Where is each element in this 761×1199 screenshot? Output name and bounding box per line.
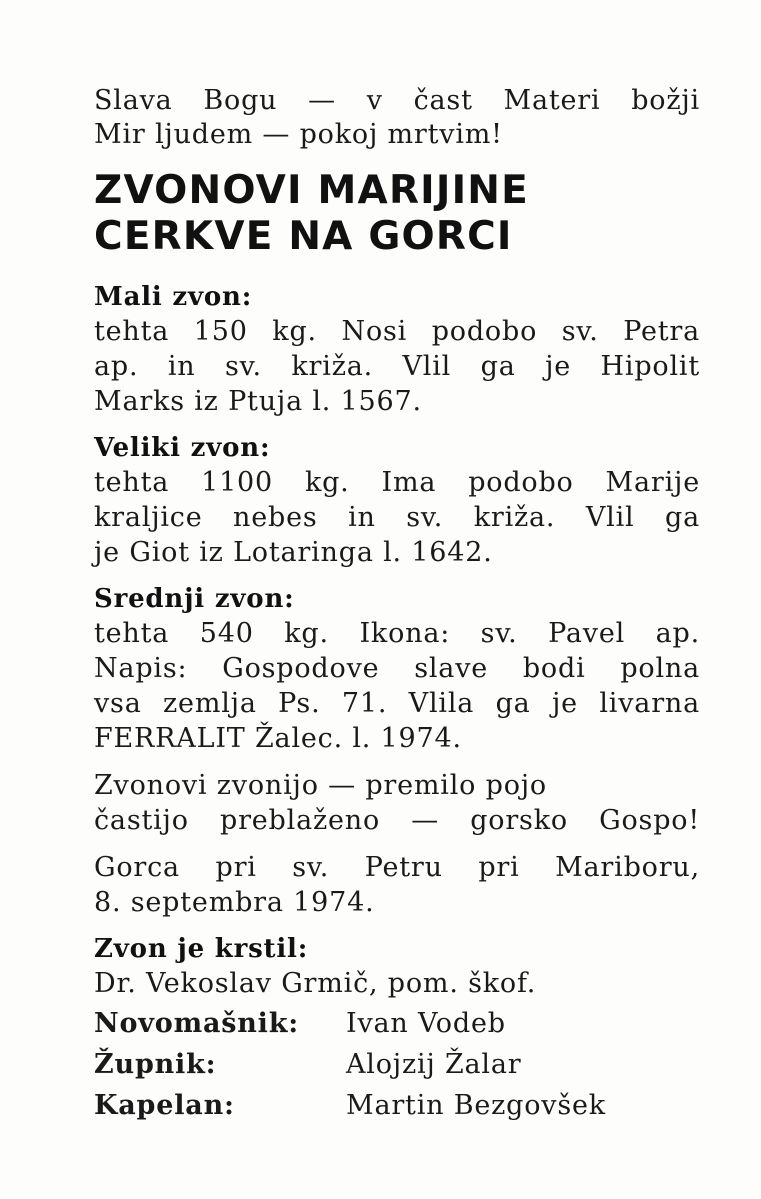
list-item (94, 1085, 700, 1126)
motto-line-2: Mir ljudem — pokoj mrtvim! (94, 119, 503, 150)
role-title: Novomašnik: (94, 1008, 300, 1039)
list-item (94, 1044, 700, 1085)
bell-section-small (94, 280, 700, 419)
role-title: Župnik: (94, 1049, 217, 1080)
verse-line-1: Zvonovi zvonijo — premilo pojo (94, 770, 547, 801)
baptism (94, 932, 700, 1001)
role-title: Kapelan: (94, 1090, 235, 1121)
motto (94, 84, 700, 152)
bell-section-large (94, 431, 700, 570)
bell-text-line: je Giot iz Lotaringa l. 1642. (94, 537, 493, 568)
bell-text-line: tehta 150 kg. Nosi podobo sv. Petra (94, 316, 700, 347)
verse (94, 768, 700, 838)
bell-text-line: tehta 1100 kg. Ima podobo Marije (94, 467, 700, 498)
bell-heading: Veliki zvon: (94, 433, 271, 463)
place-date (94, 850, 700, 920)
bell-text-line: ap. in sv. križa. Vlil ga je Hipolit (94, 351, 700, 382)
role-name: Alojzij Žalar (346, 1049, 522, 1080)
bell-heading: Srednji zvon: (94, 584, 295, 614)
place-line: Gorca pri sv. Petru pri Mariboru, (94, 852, 700, 883)
motto-line-1: Slava Bogu — v čast Materi božji (94, 85, 700, 116)
bell-text-line: vsa zemlja Ps. 71. Vlila ga je livarna (94, 688, 700, 719)
role-name: Ivan Vodeb (346, 1008, 506, 1039)
card-content (94, 84, 700, 1126)
clergy-list (94, 1003, 700, 1126)
verse-line-2: častijo preblaženo — gorsko Gospo! (94, 805, 700, 836)
bell-heading: Mali zvon: (94, 282, 253, 312)
title-line-1: ZVONOVI MARIJINE (94, 168, 529, 213)
bell-text-line: kraljice nebes in sv. križa. Vlil ga (94, 502, 700, 533)
bell-text-line: FERRALIT Žalec. l. 1974. (94, 723, 462, 754)
bell-section-medium (94, 582, 700, 756)
baptism-heading: Zvon je krstil: (94, 934, 309, 964)
bell-text-line: tehta 540 kg. Ikona: sv. Pavel ap. (94, 618, 700, 649)
bell-text-line: Napis: Gospodove slave bodi polna (94, 653, 700, 684)
list-item (94, 1003, 700, 1044)
baptism-name: Dr. Vekoslav Grmič, pom. škof. (94, 968, 537, 999)
role-name: Martin Bezgovšek (346, 1090, 606, 1121)
title-line-2: CERKVE NA GORCI (94, 214, 513, 259)
page-title (94, 168, 700, 260)
bell-text-line: Marks iz Ptuja l. 1567. (94, 386, 422, 417)
date-line: 8. septembra 1974. (94, 887, 375, 918)
